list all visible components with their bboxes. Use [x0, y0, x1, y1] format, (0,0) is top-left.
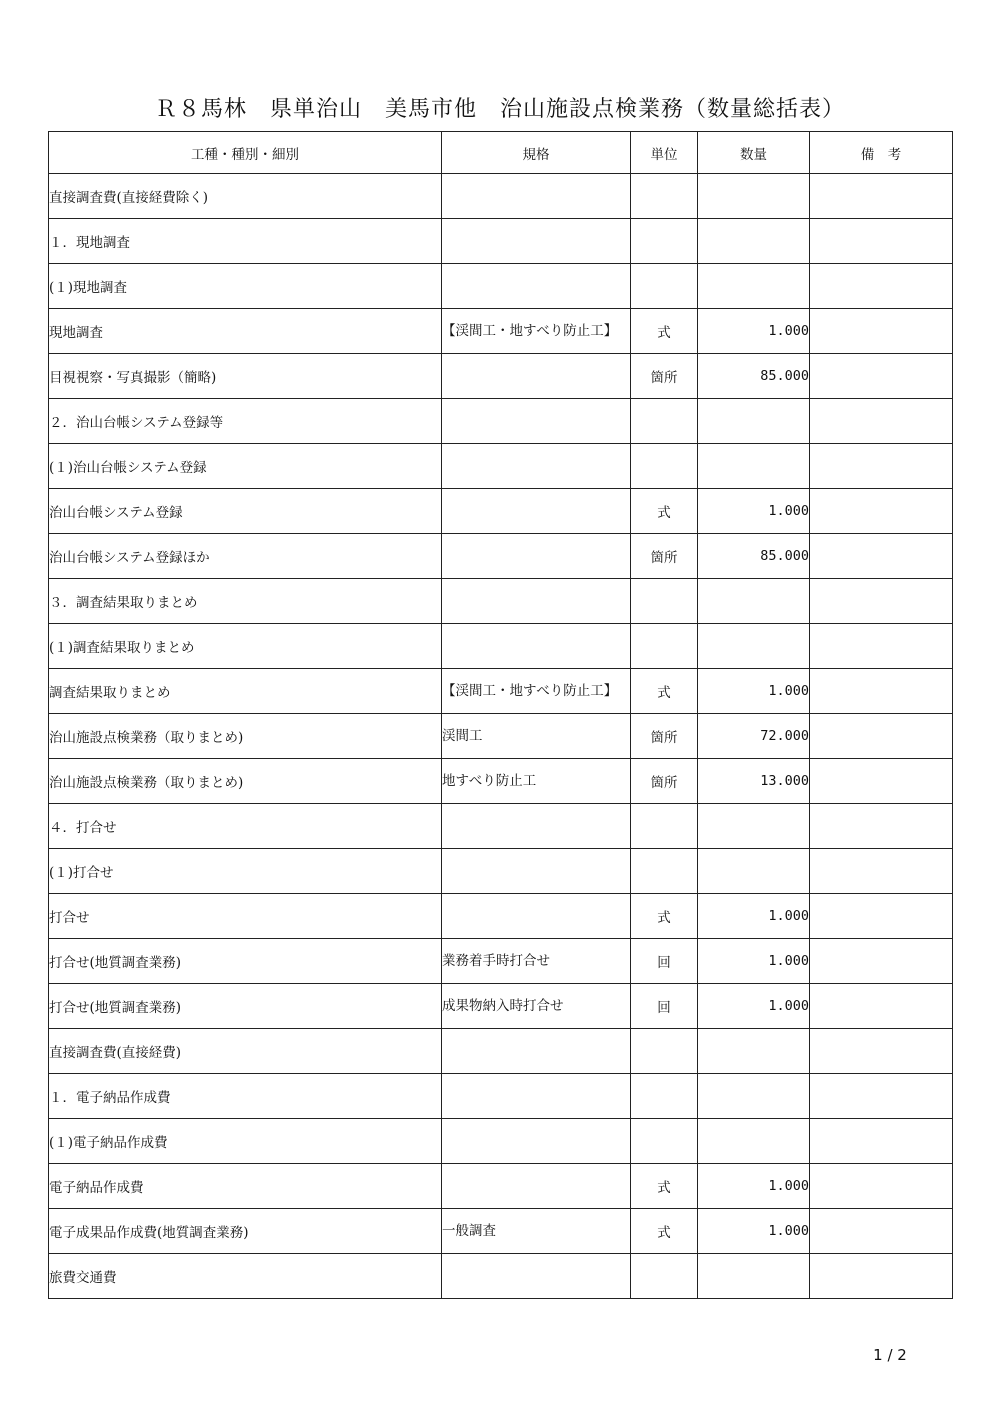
table-row — [49, 444, 953, 489]
header-spec: 規格 — [442, 132, 631, 174]
cell-name: 調査結果取りまとめ — [49, 669, 442, 714]
quantity-summary-table — [48, 131, 953, 1299]
table-row — [49, 1119, 953, 1164]
table-row — [49, 354, 953, 399]
cell-spec — [442, 804, 631, 849]
cell-spec — [442, 1254, 631, 1299]
cell-quantity — [698, 804, 810, 849]
cell-quantity: 1.000 — [698, 1164, 810, 1209]
cell-quantity — [698, 174, 810, 219]
cell-unit: 式 — [631, 669, 698, 714]
cell-quantity — [698, 624, 810, 669]
cell-unit — [631, 1119, 698, 1164]
cell-remarks — [810, 804, 953, 849]
table-row — [49, 399, 953, 444]
cell-quantity — [698, 219, 810, 264]
cell-quantity: 13.000 — [698, 759, 810, 804]
cell-quantity: 72.000 — [698, 714, 810, 759]
cell-unit: 式 — [631, 894, 698, 939]
cell-quantity — [698, 579, 810, 624]
cell-name: 目視視察・写真撮影（簡略) — [49, 354, 442, 399]
cell-spec — [442, 264, 631, 309]
cell-quantity: 1.000 — [698, 309, 810, 354]
cell-quantity — [698, 849, 810, 894]
table-row — [49, 714, 953, 759]
cell-unit — [631, 849, 698, 894]
cell-spec — [442, 534, 631, 579]
cell-spec — [442, 354, 631, 399]
cell-unit — [631, 1254, 698, 1299]
table-row — [49, 534, 953, 579]
table-row — [49, 804, 953, 849]
cell-unit — [631, 804, 698, 849]
cell-name: 治山台帳システム登録 — [49, 489, 442, 534]
cell-remarks — [810, 1209, 953, 1254]
page-title: Ｒ８馬林 県単治山 美馬市他 治山施設点検業務（数量総括表） — [154, 97, 845, 122]
cell-unit — [631, 1074, 698, 1119]
cell-name: 直接調査費(直接経費) — [49, 1029, 442, 1074]
cell-quantity: 85.000 — [698, 354, 810, 399]
cell-unit — [631, 1029, 698, 1074]
cell-quantity — [698, 1254, 810, 1299]
cell-quantity: 1.000 — [698, 984, 810, 1029]
cell-remarks — [810, 1254, 953, 1299]
cell-name: 旅費交通費 — [49, 1254, 442, 1299]
cell-remarks — [810, 939, 953, 984]
cell-unit: 箇所 — [631, 714, 698, 759]
cell-name: (１)打合せ — [49, 849, 442, 894]
cell-unit: 箇所 — [631, 534, 698, 579]
cell-name: ４．打合せ — [49, 804, 442, 849]
cell-remarks — [810, 984, 953, 1029]
cell-quantity — [698, 1029, 810, 1074]
cell-remarks — [810, 1119, 953, 1164]
cell-spec: 渓間工 — [442, 714, 631, 759]
cell-name: １．電子納品作成費 — [49, 1074, 442, 1119]
header-name: 工種・種別・細別 — [49, 132, 442, 174]
cell-spec — [442, 399, 631, 444]
header-quantity: 数量 — [698, 132, 810, 174]
cell-name: 打合せ(地質調査業務) — [49, 984, 442, 1029]
cell-remarks — [810, 759, 953, 804]
header-unit: 単位 — [631, 132, 698, 174]
cell-unit — [631, 624, 698, 669]
table-body — [49, 174, 953, 1299]
cell-remarks — [810, 219, 953, 264]
cell-remarks — [810, 714, 953, 759]
cell-remarks — [810, 624, 953, 669]
cell-remarks — [810, 1029, 953, 1074]
cell-spec — [442, 894, 631, 939]
table-row — [49, 264, 953, 309]
table-row — [49, 939, 953, 984]
cell-unit — [631, 264, 698, 309]
cell-quantity: 85.000 — [698, 534, 810, 579]
cell-spec — [442, 849, 631, 894]
cell-unit: 回 — [631, 939, 698, 984]
cell-remarks — [810, 354, 953, 399]
cell-spec — [442, 1164, 631, 1209]
cell-quantity — [698, 399, 810, 444]
cell-spec — [442, 444, 631, 489]
cell-quantity — [698, 1074, 810, 1119]
cell-remarks — [810, 534, 953, 579]
page-number: 1 / 2 — [873, 1346, 907, 1364]
table-row — [49, 624, 953, 669]
cell-unit — [631, 444, 698, 489]
table-row — [49, 984, 953, 1029]
cell-name: 直接調査費(直接経費除く) — [49, 174, 442, 219]
cell-quantity: 1.000 — [698, 939, 810, 984]
cell-quantity: 1.000 — [698, 489, 810, 534]
table-row — [49, 669, 953, 714]
cell-quantity: 1.000 — [698, 894, 810, 939]
cell-quantity — [698, 1119, 810, 1164]
cell-spec — [442, 489, 631, 534]
table-row — [49, 894, 953, 939]
cell-unit: 箇所 — [631, 354, 698, 399]
cell-spec — [442, 1119, 631, 1164]
table-row — [49, 174, 953, 219]
cell-spec: 一般調査 — [442, 1209, 631, 1254]
table-row — [49, 579, 953, 624]
cell-unit: 回 — [631, 984, 698, 1029]
cell-spec — [442, 219, 631, 264]
cell-name: 電子納品作成費 — [49, 1164, 442, 1209]
cell-name: ３．調査結果取りまとめ — [49, 579, 442, 624]
cell-spec — [442, 174, 631, 219]
cell-spec: 【渓間工・地すべり防止工】 — [442, 309, 631, 354]
cell-spec — [442, 1029, 631, 1074]
cell-name: 治山施設点検業務（取りまとめ) — [49, 759, 442, 804]
cell-spec — [442, 1074, 631, 1119]
cell-name: ２．治山台帳システム登録等 — [49, 399, 442, 444]
cell-unit: 式 — [631, 1164, 698, 1209]
table-row — [49, 1074, 953, 1119]
cell-spec — [442, 624, 631, 669]
cell-remarks — [810, 174, 953, 219]
header-remarks: 備 考 — [810, 132, 953, 174]
cell-remarks — [810, 489, 953, 534]
cell-name: 電子成果品作成費(地質調査業務) — [49, 1209, 442, 1254]
cell-remarks — [810, 264, 953, 309]
table-row — [49, 1029, 953, 1074]
cell-name: (１)電子納品作成費 — [49, 1119, 442, 1164]
cell-name: (１)調査結果取りまとめ — [49, 624, 442, 669]
table-row — [49, 849, 953, 894]
cell-unit: 式 — [631, 489, 698, 534]
table-row — [49, 219, 953, 264]
cell-name: (１)治山台帳システム登録 — [49, 444, 442, 489]
cell-unit: 箇所 — [631, 759, 698, 804]
cell-remarks — [810, 579, 953, 624]
cell-remarks — [810, 894, 953, 939]
cell-spec — [442, 579, 631, 624]
cell-unit — [631, 174, 698, 219]
cell-unit — [631, 399, 698, 444]
cell-spec: 地すべり防止工 — [442, 759, 631, 804]
cell-remarks — [810, 849, 953, 894]
cell-name: １．現地調査 — [49, 219, 442, 264]
cell-quantity — [698, 264, 810, 309]
cell-name: 打合せ — [49, 894, 442, 939]
cell-unit: 式 — [631, 309, 698, 354]
table-row — [49, 1254, 953, 1299]
cell-remarks — [810, 1074, 953, 1119]
cell-quantity — [698, 444, 810, 489]
table-row — [49, 1209, 953, 1254]
cell-remarks — [810, 1164, 953, 1209]
cell-unit: 式 — [631, 1209, 698, 1254]
table-row — [49, 309, 953, 354]
cell-spec: 成果物納入時打合せ — [442, 984, 631, 1029]
cell-remarks — [810, 444, 953, 489]
cell-unit — [631, 219, 698, 264]
table-row — [49, 489, 953, 534]
cell-spec: 【渓間工・地すべり防止工】 — [442, 669, 631, 714]
cell-quantity: 1.000 — [698, 1209, 810, 1254]
cell-name: (１)現地調査 — [49, 264, 442, 309]
cell-name: 打合せ(地質調査業務) — [49, 939, 442, 984]
cell-quantity: 1.000 — [698, 669, 810, 714]
table-row — [49, 1164, 953, 1209]
cell-name: 現地調査 — [49, 309, 442, 354]
table-row — [49, 759, 953, 804]
cell-name: 治山台帳システム登録ほか — [49, 534, 442, 579]
cell-name: 治山施設点検業務（取りまとめ) — [49, 714, 442, 759]
table-header-row — [49, 132, 953, 174]
cell-remarks — [810, 309, 953, 354]
cell-remarks — [810, 669, 953, 714]
cell-unit — [631, 579, 698, 624]
cell-spec: 業務着手時打合せ — [442, 939, 631, 984]
cell-remarks — [810, 399, 953, 444]
